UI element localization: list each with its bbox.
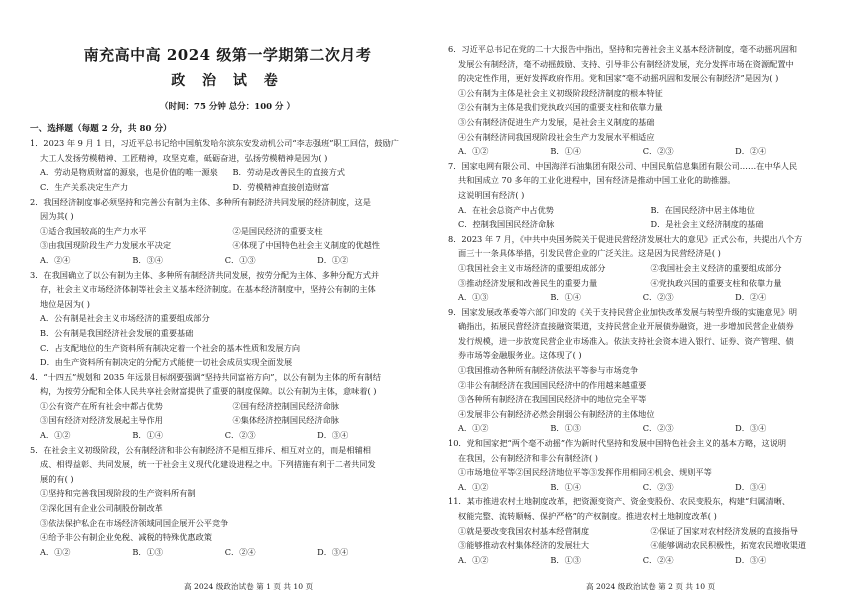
question-stem-line: 在我国，公有制经济和非公有制经济( ) (458, 452, 598, 463)
answer-option: D．是社会主义经济制度的基础 (650, 219, 764, 230)
right-column (448, 0, 843, 567)
answer-option: B．①④ (550, 146, 581, 157)
question-stem-line: 发行规模，进一步放宽民营企业市场准入。依法支持社会资本进入银行、证券、资产管理、债 (458, 335, 794, 346)
answer-option: B．劳动是改善民生的直接方式 (232, 167, 345, 178)
statement-item: ③公有制经济促进生产力发展，是社会主义制度的基础 (458, 116, 655, 127)
answer-option: D．③④ (317, 546, 349, 557)
question-stem-line: 因为其( ) (40, 211, 74, 222)
question-stem-line: 2．我国经济制度事必须坚持和完善公有制为主体、多种所有制经济共同发展的经济制度，这是 (30, 196, 371, 207)
statement-item: ②深化国有企业公司制股份制改革 (40, 503, 163, 514)
statement-item: ①市场地位平等②国民经济地位平等③发挥作用相同④机会、规则平等 (458, 467, 712, 478)
answer-option: B．①③ (132, 546, 163, 557)
question-stem-line: 展的有( ) (40, 473, 74, 484)
left-column (30, 0, 425, 559)
question-stem-line: 构，为按劳分配和全体人民共享社会财富提供了重要的制度保障。以公有制为主体，意味着( ) (40, 386, 377, 397)
answer-option: D．③④ (317, 430, 349, 441)
question-left-2 (30, 195, 425, 268)
question-stem-line: 4．“十四五”规划和 2035 年远景目标纲要强调“坚持共同富裕方向”，以公有制为主体的所有制结 (30, 371, 381, 382)
answer-option: C．②③ (642, 146, 674, 157)
answer-option: A．①③ (458, 292, 489, 303)
question-stem-line: 确指出，拓展民营经济直接融资渠道，支持民营企业开展债券融资，进一步增加民营企业债券 (458, 321, 794, 332)
statement-item: B．公有制是我国经济社会发展的重要基础 (40, 327, 194, 338)
question-stem-line: 存，社会主义市场经济体制等社会主义基本经济制度。在基本经济制度中，坚持公有制的主体 (40, 284, 376, 295)
question-stem-line: 3．在我国确立了以公有制为主体、多种所有制经济共同发展，按劳分配为主体、多种分配方式并 (30, 269, 380, 280)
question-stem-line: 券市场等金融服务业。这体现了( ) (458, 350, 582, 361)
page-footer-left: 高 2024 级政治试卷 第 1 页 共 10 页 (184, 582, 314, 591)
question-left-1 (30, 136, 425, 194)
statement-item: ④体现了中国特色社会主义制度的优越性 (232, 240, 380, 251)
statement-item: ④给予非公有制企业免税、减税的特殊优惠政策 (40, 532, 212, 543)
question-right-5 (448, 436, 843, 494)
question-right-4 (448, 305, 843, 436)
answer-option: A．①② (458, 481, 489, 492)
answer-option: B．③④ (132, 254, 163, 265)
answer-option: B．①④ (550, 292, 581, 303)
statement-item: C．占支配地位的生产资料所有制决定着一个社会的基本性质和发展方向 (40, 342, 301, 353)
answer-option: C．②③ (642, 423, 674, 434)
question-stem-line: 10．党和国家把“两个毫不动摇”作为新时代坚持和发展中国特色社会主义的基本方略，这说明 (448, 438, 787, 449)
answer-option: A．②④ (40, 254, 71, 265)
statement-item: ④发展非公有制经济必然会削弱公有制经济的主体地位 (458, 408, 655, 419)
question-stem-line: 的决定性作用，更好发挥政府作用。党和国家“毫不动摇巩固和发展公有制经济”是因为( ) (458, 73, 779, 84)
question-stem-line: 地位是因为( ) (40, 298, 90, 309)
right-question-list (448, 42, 843, 567)
answer-option: C．①③ (224, 254, 256, 265)
question-right-2 (448, 159, 843, 232)
question-stem-line: 9．国家发展改革委等六部门印发的《关于支持民营企业加快改革发展与转型升级的实施意见》明 (448, 306, 798, 317)
answer-option: B．①④ (550, 481, 581, 492)
statement-item: ①坚持和完善我国现阶段的生产资料所有制 (40, 488, 196, 499)
question-left-3 (30, 268, 425, 370)
answer-option: C．②③ (642, 481, 674, 492)
answer-option: D．②④ (735, 146, 767, 157)
question-left-5 (30, 443, 425, 560)
statement-item: ①就是要改变我国农村基本经营制度 (458, 525, 590, 536)
statement-item: ①公有资产在所有社会中都占优势 (40, 400, 163, 411)
question-stem-line: 共和国成立 70 多年的工业化进程中，国有经济是推动中国工业化的助推器。 (458, 175, 736, 186)
answer-option: B．在国民经济中居主体地位 (650, 204, 755, 215)
statement-item: ②非公有制经济在我国国民经济中的作用越来越重要 (458, 379, 647, 390)
left-question-list (30, 136, 425, 559)
page-footer-right: 高 2024 级政治试卷 第 2 页 共 10 页 (586, 582, 716, 591)
answer-option: C．②③ (642, 292, 674, 303)
answer-option: D．②④ (735, 292, 767, 303)
question-stem-line: 发展公有制经济，毫不动摇鼓励、支持、引导非公有制经济发展，充分发挥市场在资源配置中 (458, 58, 794, 69)
exam-title: 南充高中高 2024 级第一学期第二次月考 (83, 46, 372, 64)
question-stem-line: 权能完整、流转顺畅、保护严格”的产权制度。推进农村土地制度改革( ) (458, 511, 717, 521)
answer-option: A．①② (458, 423, 489, 434)
statement-item: ③国有经济对经济发展起主导作用 (40, 415, 163, 426)
answer-option: A．①② (40, 430, 71, 441)
answer-option: D．③④ (735, 423, 767, 434)
question-right-6 (448, 494, 843, 567)
statement-item: ①我国社会主义市场经济的重要组成部分 (458, 262, 606, 273)
question-stem-line: 7．国家电网有限公司、中国海洋石油集团有限公司、中国民航信息集团有限公司……在中华人民 (448, 160, 798, 171)
answer-option: C．②④ (224, 546, 256, 557)
answer-option: A．①② (458, 146, 489, 157)
statement-item: ③各种所有制经济在我国国民经济中的地位完全平等 (458, 394, 647, 405)
statement-item: ②国有经济控制国民经济命脉 (232, 400, 339, 411)
answer-option: C．②④ (642, 554, 674, 565)
statement-item: ②保证了国家对农村经济发展的直接指导 (650, 525, 798, 536)
answer-option: B．①④ (132, 430, 163, 441)
question-stem-line: 5．在社会主义初级阶段，公有制经济和非公有制经济不是相互排斥、相互对立的，而是相辅相 (30, 444, 371, 455)
answer-option: D．③④ (735, 481, 767, 492)
question-stem-line: 面三十一条具体举措，引发民营企业的广泛关注。这是因为民营经济是( ) (458, 248, 721, 259)
statement-item: ②公有制为主体是我们党执政兴国的重要支柱和依靠力量 (458, 102, 663, 113)
answer-option: D．劳模精神直接创造财富 (232, 181, 330, 192)
statement-item: ③依法保护私企在市场经济领域同国企展开公平竞争 (40, 517, 229, 528)
question-stem-line: 1．2023 年 9 月 1 日，习近平总书记给中国航发哈尔滨东安发动机公司“李志强班”职工回信，鼓励广 (30, 138, 399, 149)
exam-time-info: （时间：75 分钟 总分：100 分 ） (160, 102, 295, 112)
answer-option: C．控制我国国民经济命脉 (458, 219, 555, 230)
question-stem-line: 6．习近平总书记在党的二十大报告中指出，坚持和完善社会主义基本经济制度，毫不动摇巩固和 (448, 44, 798, 54)
statement-item: ③推动经济发展和改善民生的重要力量 (458, 277, 598, 288)
statement-item: ④党执政兴国的重要支柱和依靠力量 (650, 277, 782, 288)
question-stem-line: 11．某市推进农村土地制度改革，把资源变资产、资金变股份、农民变股东，构建“归属清晰、 (448, 496, 791, 507)
answer-option: C．生产关系决定生产力 (40, 181, 129, 192)
statement-item: ②是国民经济的重要支柱 (232, 225, 323, 236)
section-heading: 一、选择题（每题 2 分，共 80 分） (30, 123, 172, 134)
question-right-3 (448, 232, 843, 305)
statement-item: ①我国推动各种所有制经济依法平等参与市场竞争 (458, 365, 639, 376)
statement-item: D．由生产资料所有制决定的分配方式能使一切社会成员实现全面发展 (40, 357, 293, 368)
statement-item: ④能够调动农民积极性，拓宽农民增收渠道 (650, 540, 807, 551)
answer-option: D．①② (317, 254, 349, 265)
question-stem-line: 成、相得益彰、共同发展，统一于社会主义现代化建设进程之中。下列措施有利于二者共同发 (40, 459, 376, 470)
statement-item: ①公有制为主体是社会主义初级阶段经济制度的根本特征 (458, 87, 663, 98)
statement-item: ③能够推动农村集体经济的发展壮大 (458, 540, 590, 551)
answer-option: A．①② (458, 554, 489, 565)
statement-item: ③由我国现阶段生产力发展水平决定 (40, 240, 172, 251)
answer-option: B．①③ (550, 423, 581, 434)
answer-option: C．②③ (224, 430, 256, 441)
question-left-4 (30, 370, 425, 443)
statement-item: ④公有制经济同我国现阶段社会生产力发展水平相适应 (458, 131, 655, 142)
statement-item: ①适合我国较高的生产力水平 (40, 225, 147, 236)
statement-item: ②我国社会主义经济的重要组成部分 (650, 262, 782, 273)
question-stem-line: 大工人发扬劳模精神、工匠精神，攻坚克难，砥砺奋进，弘扬劳模精神是因为( ) (40, 152, 328, 163)
answer-option: B．①③ (550, 554, 581, 565)
answer-option: D．③④ (735, 554, 767, 565)
answer-option: A．①② (40, 546, 71, 557)
exam-subject: 政 治 试 卷 (171, 73, 284, 89)
statement-item: A．公有制是社会主义市场经济的重要组成部分 (40, 313, 210, 324)
question-stem-line: 8．2023 年 7 月，《中共中央国务院关于促进民营经济发展壮大的意见》正式公布，共提出八个方 (448, 233, 803, 244)
question-stem-line: 这说明国有经济( ) (458, 189, 525, 200)
answer-option: A．在社会总资产中占优势 (458, 204, 554, 215)
question-right-1 (448, 42, 843, 159)
answer-option: A．劳动是物质财富的源泉，也是价值的唯一源泉 (40, 167, 218, 178)
statement-item: ④集体经济控制国民经济命脉 (232, 415, 339, 426)
